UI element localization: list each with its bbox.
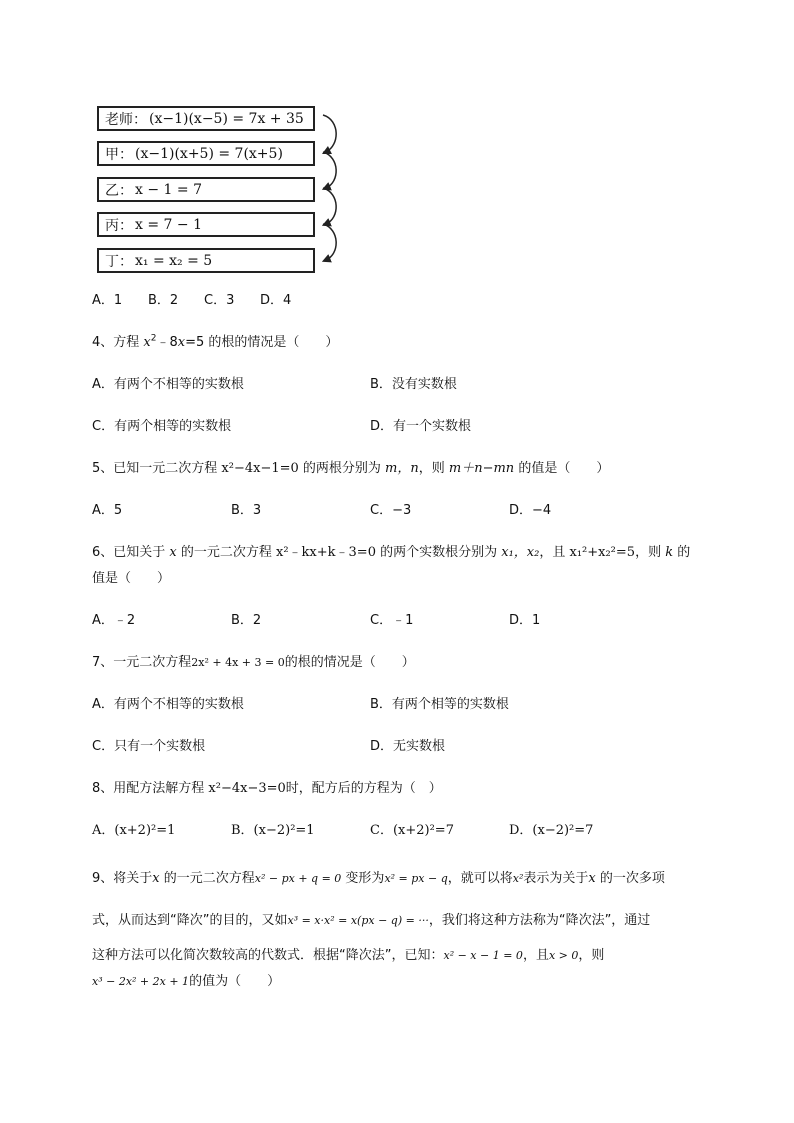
q9-text: 9、将关于 (92, 871, 153, 886)
box-equation: x = 7 − 1 (135, 216, 202, 233)
q6-stem-line2: 值是（ ） (92, 571, 171, 586)
q6-option-b: B．2 (231, 613, 262, 628)
q9-text: 变形为 (341, 871, 385, 886)
q4-number: 4、方程 (92, 335, 144, 350)
q6-text: 的 (673, 545, 691, 560)
q8-stem (92, 777, 442, 796)
arrow-1 (323, 115, 336, 152)
q4-var: x (143, 335, 151, 350)
q9-text: 的一元二次方程 (159, 871, 255, 886)
q3-option-b: B．2 (148, 293, 179, 308)
q4-option-b: B．没有实数根 (370, 377, 457, 392)
q9-text: 的一次多项 (595, 871, 665, 886)
q9-expression: x³ − 2x² + 2x + 1 (92, 975, 190, 988)
q9-var: x² (512, 872, 524, 885)
q6-text: 的一元二次方程 (176, 545, 277, 560)
q9-line1 (92, 867, 665, 886)
q8-option-a: A．(x+2)²=1 (92, 823, 176, 838)
q9-text: ，则 (578, 948, 605, 963)
diagram-arrows (318, 110, 348, 270)
q6-condition: x₁²+x₂²=5 (569, 545, 636, 560)
q6-option-d: D．1 (509, 613, 541, 628)
q4-stem: 4、方程 $x^2﹣8x=5$ 的根的情况是（ ） (92, 333, 339, 350)
q6-var: x (169, 545, 177, 560)
q4-option-a: A．有两个不相等的实数根 (92, 377, 244, 392)
q5-option-b: B．3 (231, 503, 262, 518)
q6-stem (92, 541, 690, 560)
diagram-box-ding (97, 248, 315, 273)
box-label: 乙： (105, 182, 133, 199)
q8-text: 8、用配方法解方程 (92, 781, 209, 796)
q9-equation: x² − px + q = 0 (254, 872, 342, 885)
diagram-box-jia (97, 141, 315, 166)
q7-option-a: A．有两个不相等的实数根 (92, 697, 244, 712)
q6-roots: x₁，x₂ (501, 545, 540, 560)
q9-equation: x² = px − q (384, 872, 448, 885)
box-label: 丙： (105, 217, 133, 234)
box-equation: (x−1)(x−5) = 7x + 35 (149, 110, 304, 127)
q7-text: 的根的情况是（ ） (284, 655, 415, 670)
q9-var: x (588, 871, 596, 886)
q3-option-c: C．3 (204, 293, 235, 308)
q9-text: ，就可以将 (447, 871, 513, 886)
q9-line4 (92, 970, 280, 989)
q8-equation: x²−4x−3=0 (208, 781, 286, 796)
diagram-box-teacher (97, 106, 315, 131)
q4-var2: x (177, 335, 186, 350)
q9-line3 (92, 944, 604, 963)
q4-tail: =5 的根的情况是（ ） (185, 335, 339, 350)
q9-condition: x > 0 (548, 949, 579, 962)
q5-text: 5、已知一元二次方程 (92, 461, 222, 476)
q5-equation: x²−4x−1=0 (221, 461, 299, 476)
q9-text: ，且 (522, 948, 549, 963)
arrow-3 (323, 188, 336, 224)
q5-text: ，则 (418, 461, 449, 476)
q9-text: 这种方法可以化简次数较高的代数式．根据“降次法”，已知： (92, 948, 444, 963)
q6-text: ，则 (635, 545, 666, 560)
q8-option-c: C．(x+2)²=7 (370, 823, 454, 838)
q5-text: 的两根分别为 (298, 461, 386, 476)
q7-option-b: B．有两个相等的实数根 (370, 697, 509, 712)
q9-text: ，我们将这种方法称为“降次法”，通过 (428, 913, 651, 928)
q6-text: ，且 (539, 545, 570, 560)
diagram-box-yi (97, 177, 315, 202)
q6-k: k (665, 545, 674, 560)
q7-equation: 2x² + 4x + 3 = 0 (191, 656, 285, 669)
q6-option-a: A．﹣2 (92, 613, 136, 628)
q6-equation: x²﹣kx+k﹣3=0 (276, 545, 376, 560)
box-label: 甲： (105, 146, 133, 163)
q8-option-d: D．(x−2)²=7 (509, 823, 594, 838)
box-label: 丁： (105, 253, 133, 270)
q7-stem (92, 651, 415, 670)
q4-term: ﹣8 (156, 335, 178, 350)
arrow-2 (323, 152, 336, 188)
box-equation: (x−1)(x+5) = 7(x+5) (135, 145, 283, 162)
q7-text: 7、一元二次方程 (92, 655, 192, 670)
q4-option-c: C．有两个相等的实数根 (92, 419, 232, 434)
q5-expression: m＋n−mn (448, 461, 515, 476)
arrow-4 (323, 224, 336, 260)
q9-text: 式，从而达到“降次”的目的，又如 (92, 913, 288, 928)
q7-option-d: D．无实数根 (370, 739, 446, 754)
box-equation: x₁ = x₂ = 5 (135, 252, 213, 269)
q6-text: 的两个实数根分别为 (375, 545, 502, 560)
q6-text: 6、已知关于 (92, 545, 170, 560)
box-label: 老师： (105, 111, 147, 128)
box-equation: x − 1 = 7 (135, 181, 202, 198)
q9-equation: x² − x − 1 = 0 (443, 949, 523, 962)
q9-text: 的值为（ ） (189, 974, 281, 989)
q4-option-d: D．有一个实数根 (370, 419, 472, 434)
q6-option-c: C．﹣1 (370, 613, 414, 628)
q7-option-c: C．只有一个实数根 (92, 739, 206, 754)
diagram-box-bing (97, 212, 315, 237)
q9-line2 (92, 909, 650, 928)
q5-option-d: D．−4 (509, 503, 552, 518)
q9-equation: x³ = x·x² = x(px − q) = ··· (287, 914, 429, 927)
q8-option-b: B．(x−2)²=1 (231, 823, 315, 838)
q5-roots: m，n (385, 461, 419, 476)
q5-stem (92, 457, 609, 476)
q9-var: x (152, 871, 160, 886)
q5-option-a: A．5 (92, 503, 123, 518)
q3-option-a: A．1 (92, 293, 123, 308)
q3-option-d: D．4 (260, 293, 292, 308)
q9-text: 表示为关于 (523, 871, 589, 886)
q8-text: 时，配方后的方程为（ ） (285, 781, 442, 796)
q5-option-c: C．−3 (370, 503, 412, 518)
q5-text: 的值是（ ） (514, 461, 610, 476)
